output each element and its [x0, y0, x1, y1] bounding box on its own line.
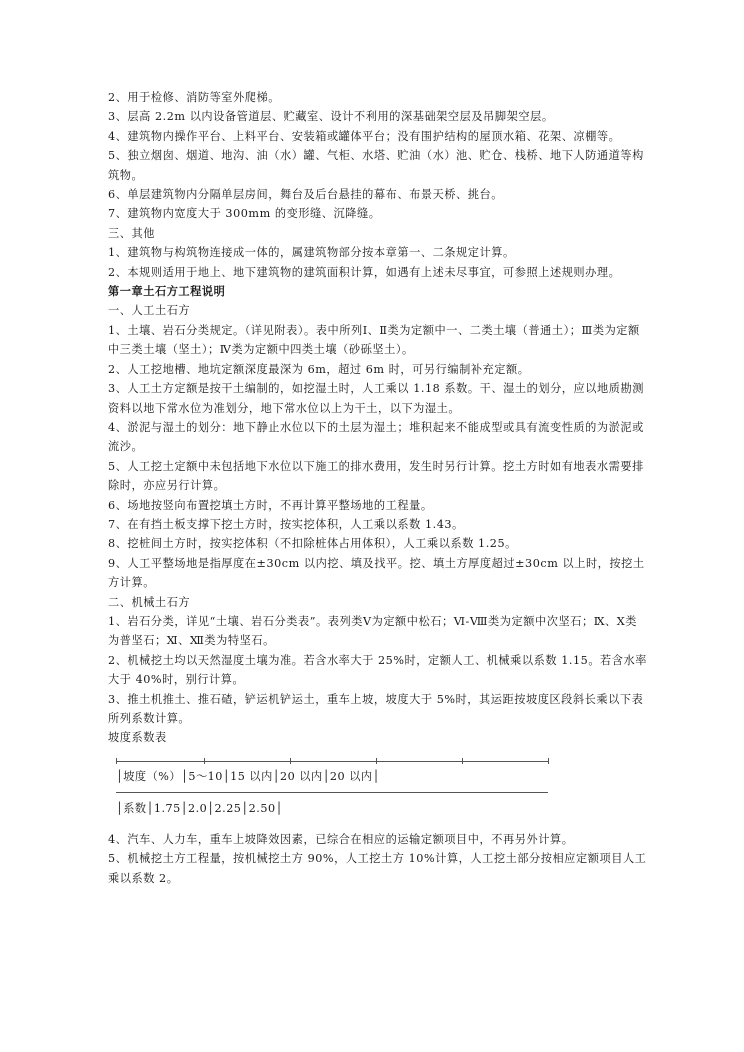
- section-heading: 二、机械土石方: [108, 595, 191, 609]
- paragraph: 4、淤泥与湿土的划分：地下静止水位以下的土层为湿土；堆积起来不能成型或具有流变性质的为淤泥或流沙。: [108, 420, 644, 454]
- paragraph: 9、人工平整场地是指厚度在±30cm 以内挖、填及找平。挖、填土方厚度超过±30cm 以上时，按挖土方计算。: [108, 556, 645, 590]
- document-page: [108, 88, 648, 888]
- paragraph: 6、单层建筑物内分隔单层房间，舞台及后台悬挂的幕布、布景天桥、挑台。: [108, 188, 504, 202]
- paragraph: 1、土壤、岩石分类规定。（详见附表）。表中所列Ⅰ、Ⅱ类为定额中一、二类土壤（普通土）；Ⅲ类为定额中三类土壤（坚土）；Ⅳ类为定额中四类土壤（砂砾坚土）。: [108, 323, 640, 357]
- paragraphs-after-table: [108, 830, 648, 888]
- chapter-title: 第一章土石方工程说明: [108, 284, 226, 299]
- paragraph: 1、建筑物与构筑物连接成一体的，属建筑物部分按本章第一、二条规定计算。: [108, 246, 515, 260]
- paragraph: 4、建筑物内操作平台、上料平台、安装箱或罐体平台；没有围护结构的屋顶水箱、花架、凉棚等。: [108, 129, 621, 143]
- section-heading: 一、人工土石方: [108, 304, 191, 318]
- table-rule-top: [116, 761, 548, 762]
- paragraph: 6、场地按竖向布置挖填土方时，不再计算平整场地的工程量。: [108, 498, 433, 512]
- paragraph: 2、人工挖地槽、地坑定额深度最深为 6m，超过 6m 时，可另行编制补充定额。: [108, 362, 530, 376]
- paragraph: 5、人工挖土定额中未包括地下水位以下施工的排水费用，发生时另行计算。挖土方时如有地表水需要排除时，亦应另行计算。: [108, 459, 644, 493]
- section-heading: 三、其他: [108, 226, 155, 240]
- paragraph: 3、推土机推土、推石碴，铲运机铲运土，重车上坡，坡度大于 5%时，其运距按坡度区段斜长乘以下表所列系数计算。: [108, 692, 644, 725]
- paragraph: 2、本规则适用于地上、地下建筑物的建筑面积计算，如遇有上述未尽事宜，可参照上述规则办理。: [108, 265, 621, 279]
- paragraph: 7、建筑物内宽度大于 300mm 的变形缝、沉降缝。: [108, 207, 381, 221]
- paragraph: 3、层高 2.2m 以内设备管道层、贮藏室、设计不利用的深基础架空层及吊脚架空层。: [108, 110, 554, 124]
- paragraph: 1、岩石分类，详见“土壤、岩石分类表”。表列类Ⅴ为定额中松石；Ⅵ-Ⅷ类为定额中次坚石；Ⅸ、Ⅹ类为普坚石；Ⅺ、Ⅻ类为特坚石。: [108, 614, 638, 648]
- paragraph: 2、用于检修、消防等室外爬梯。: [108, 91, 280, 104]
- paragraph: 2、机械挖土均以天然湿度土壤为准。若含水率大于 25%时，定额人工、机械乘以系数 1.15。若含水率大于 40%时，别行计算。: [108, 653, 648, 687]
- table-row-slope: │坡度（%）│5～10│15 以内│20 以内│20 以内│: [116, 769, 380, 783]
- paragraph: 5、独立烟囱、烟道、地沟、油（水）罐、气柜、水塔、贮油（水）池、贮仓、栈桥、地下人防通道等构筑物。: [108, 149, 644, 182]
- paragraph: 4、汽车、人力车，重车上坡降效因素，已综合在相应的运输定额项目中，不再另外计算。: [108, 832, 574, 846]
- paragraphs-before-chapter: [108, 88, 648, 282]
- paragraph: 3、人工土方定额是按干土编制的，如挖湿土时，人工乘以 1.18 系数。干、湿土的划分，应以地质勘测资料以地下常水位为准划分，地下常水位以上为干土，以下为湿土。: [108, 382, 644, 415]
- table-caption: 坡度系数表: [108, 731, 167, 745]
- paragraph: 7、在有挡土板支撑下挖土方时，按实挖体积，人工乘以系数 1.43。: [108, 517, 464, 531]
- paragraph: 8、挖桩间土方时，按实挖体积（不扣除桩体占用体积），人工乘以系数 1.25。: [108, 537, 517, 551]
- slope-coefficient-table: [108, 756, 648, 820]
- table-row-coefficient: │系数│1.75│2.0│2.25│2.50│: [116, 801, 283, 815]
- paragraph: 5、机械挖土方工程量，按机械挖土方 90%，人工挖土方 10%计算，人工挖土部分按相应定额项目人工乘以系数 2。: [108, 852, 647, 885]
- earthwork-section: [108, 301, 648, 747]
- table-rule-middle: [116, 792, 548, 793]
